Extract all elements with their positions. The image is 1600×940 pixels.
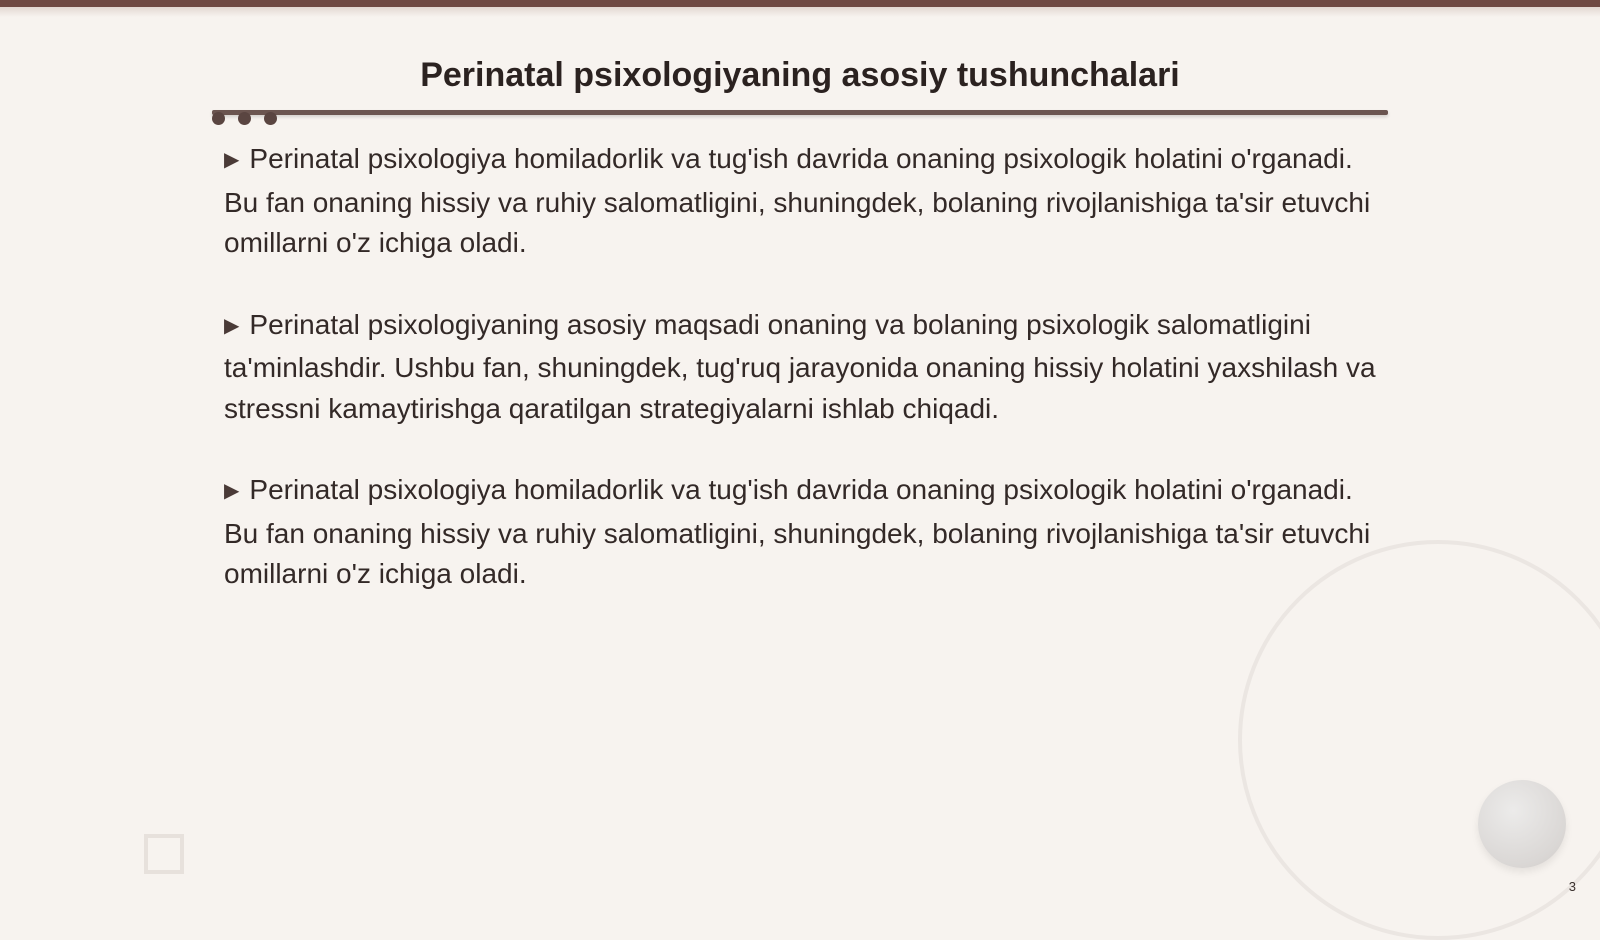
slide-title: Perinatal psixologiyaning asosiy tushunchalari <box>420 56 1180 94</box>
divider-dot <box>264 112 277 125</box>
divider-dot <box>212 112 225 125</box>
bullet-item <box>224 470 1384 595</box>
page-number: 3 <box>1568 879 1576 894</box>
top-bar-shadow <box>0 7 1600 17</box>
play-triangle-icon: ▶ <box>224 149 240 171</box>
title-divider <box>212 110 1388 115</box>
decorative-ball <box>1478 780 1566 868</box>
play-triangle-icon: ▶ <box>224 314 240 337</box>
top-accent-bar <box>0 0 1600 7</box>
bullet-text: Perinatal psixologiya homiladorlik va tug'ish davrida onaning psixologik holatini o'rganadi. Bu fan onaning hissiy va ruhiy salomatligini, shuningdek, bolaning rivojlanishiga ta'sir etuvchi omillarni o'z ichiga oladi. <box>224 143 1371 258</box>
bullet-list <box>224 139 1384 636</box>
bullet-item <box>224 139 1384 264</box>
divider-dot <box>238 112 251 125</box>
decorative-square <box>144 834 184 874</box>
bullet-text: Perinatal psixologiya homiladorlik va tug'ish davrida onaning psixologik holatini o'rganadi. Bu fan onaning hissiy va ruhiy salomatligini, shuningdek, bolaning rivojlanishiga ta'sir etuvchi omillarni o'z ichiga oladi. <box>224 474 1371 589</box>
bullet-text: Perinatal psixologiyaning asosiy maqsadi onaning va bolaning psixologik salomatligini ta'minlashdir. Ushbu fan, shuningdek, tug'ruq jarayonida onaning hissiy holatini yaxshilash va stressni kamaytirishga qaratilgan strategiyalarni ishlab chiqadi. <box>224 308 1376 424</box>
bullet-item <box>224 305 1384 430</box>
play-triangle-icon: ▶ <box>224 480 240 502</box>
